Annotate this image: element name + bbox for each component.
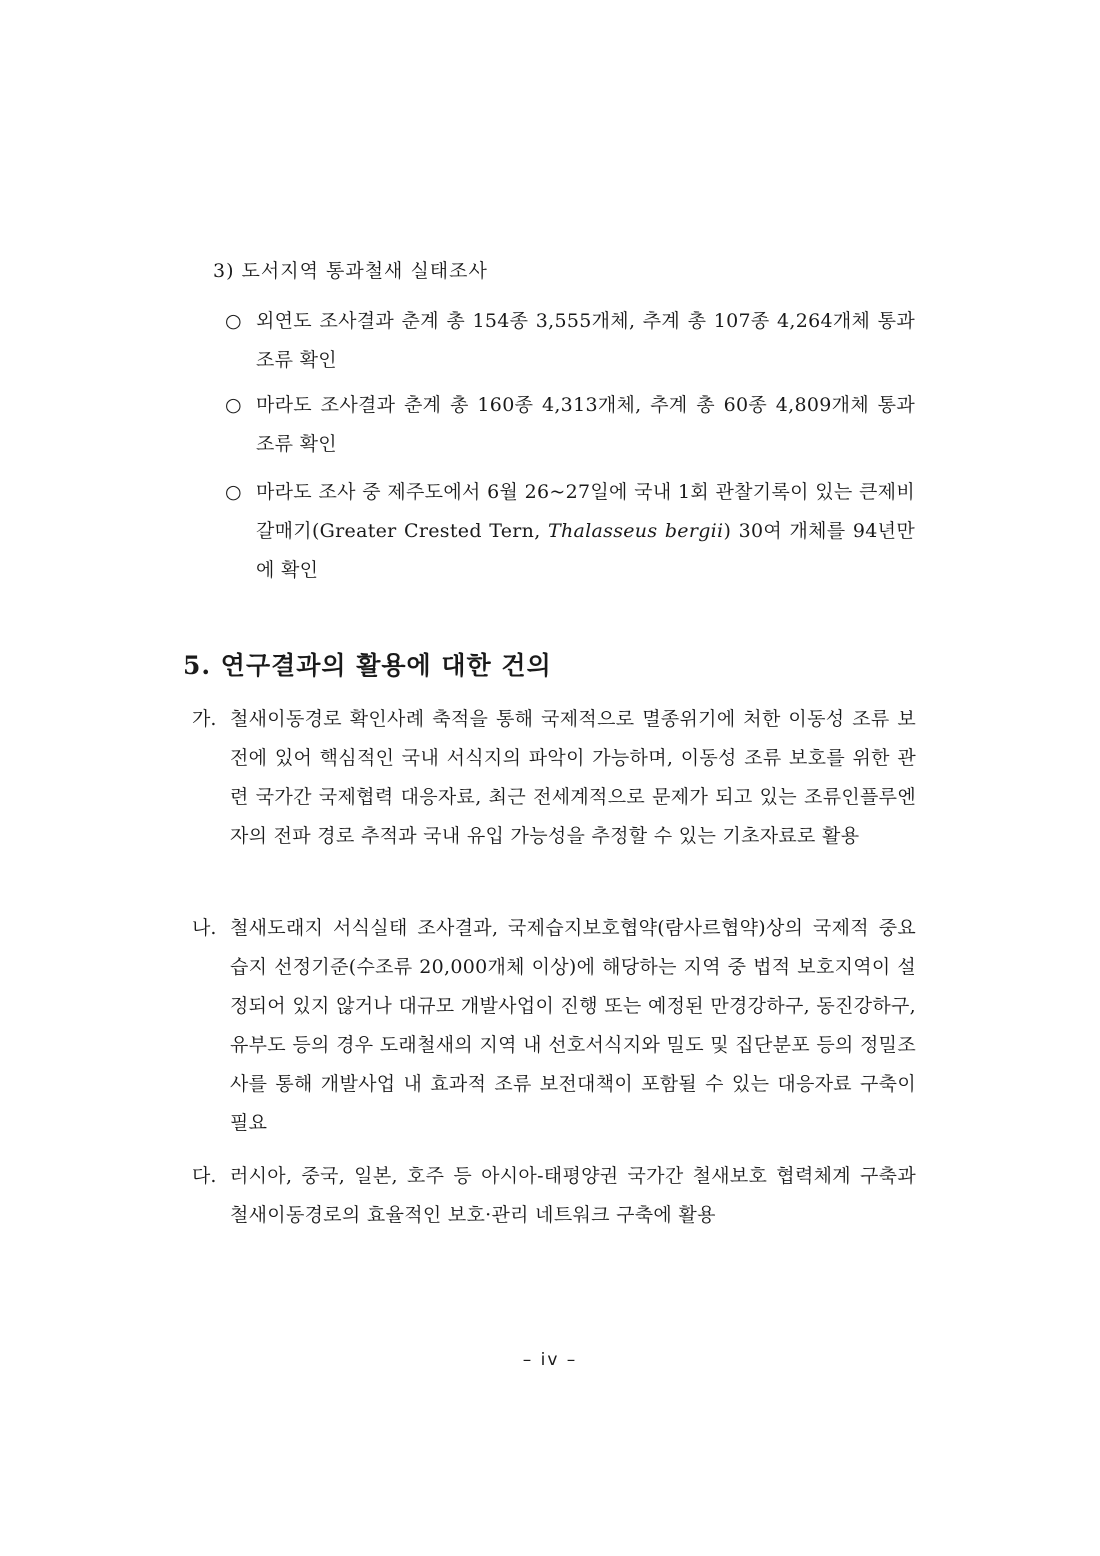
circle-bullet-icon: ○	[225, 481, 242, 503]
finding-text	[256, 473, 915, 590]
recommendation-item-ga	[192, 700, 916, 856]
finding-text: 마라도 조사결과 춘계 총 160종 4,313개체, 추계 총 60종 4,809개체 통과 조류 확인	[256, 394, 915, 455]
section-title: 5. 연구결과의 활용에 대한 건의	[183, 651, 552, 680]
finding-text-before: 마라도 조사 중 제주도에서 6월 26~27일에 국내 1회 관찰기록이 있는 큰제비갈매기(Greater Crested Tern,	[256, 481, 915, 542]
item-marker: 나.	[192, 917, 217, 939]
recommendation-text: 철새도래지 서식실태 조사결과, 국제습지보호협약(람사르협약)상의 국제적 중요습지 선정기준(수조류 20,000개체 이상)에 해당하는 지역 중 법적 보호지역이 설정되어 있지 않거나 대규모 개발사업이 진행 또는 예정된 만경강하구, 동진강하구, 유부도 등의 경우 도래철새의 지역 내 선호서식지와 밀도 및 집단분포 등의 정밀조사를 통해 개발사업 내 효과적 조류 보전대책이 포함될 수 있는 대응자료 구축이 필요	[230, 917, 916, 1134]
recommendation-item-da	[192, 1157, 916, 1235]
scientific-name: Thalasseus bergii	[548, 520, 724, 542]
finding-text: 외연도 조사결과 춘계 총 154종 3,555개체, 추계 총 107종 4,264개체 통과 조류 확인	[256, 310, 915, 371]
page-number: – iv –	[522, 1350, 578, 1370]
finding-item-2	[225, 386, 915, 464]
finding-item-3	[225, 473, 915, 590]
circle-bullet-icon: ○	[225, 394, 242, 416]
finding-text-after: ) 30여 개체를 94년만에 확인	[256, 520, 915, 581]
recommendation-item-na	[192, 909, 916, 1143]
finding-item-1	[225, 302, 915, 380]
circle-bullet-icon: ○	[225, 310, 242, 332]
recommendation-text: 러시아, 중국, 일본, 호주 등 아시아-태평양권 국가간 철새보호 협력체계 구축과 철새이동경로의 효율적인 보호·관리 네트워크 구축에 활용	[230, 1165, 916, 1226]
recommendation-text: 철새이동경로 확인사례 축적을 통해 국제적으로 멸종위기에 처한 이동성 조류 보전에 있어 핵심적인 국내 서식지의 파악이 가능하며, 이동성 조류 보호를 위한 관련 국가간 국제협력 대응자료, 최근 전세계적으로 문제가 되고 있는 조류인플루엔자의 전파 경로 추적과 국내 유입 가능성을 추정할 수 있는 기초자료로 활용	[230, 708, 916, 847]
subsection-heading: 3) 도서지역 통과철새 실태조사	[213, 260, 488, 282]
item-marker: 다.	[192, 1165, 217, 1187]
item-marker: 가.	[192, 708, 217, 730]
